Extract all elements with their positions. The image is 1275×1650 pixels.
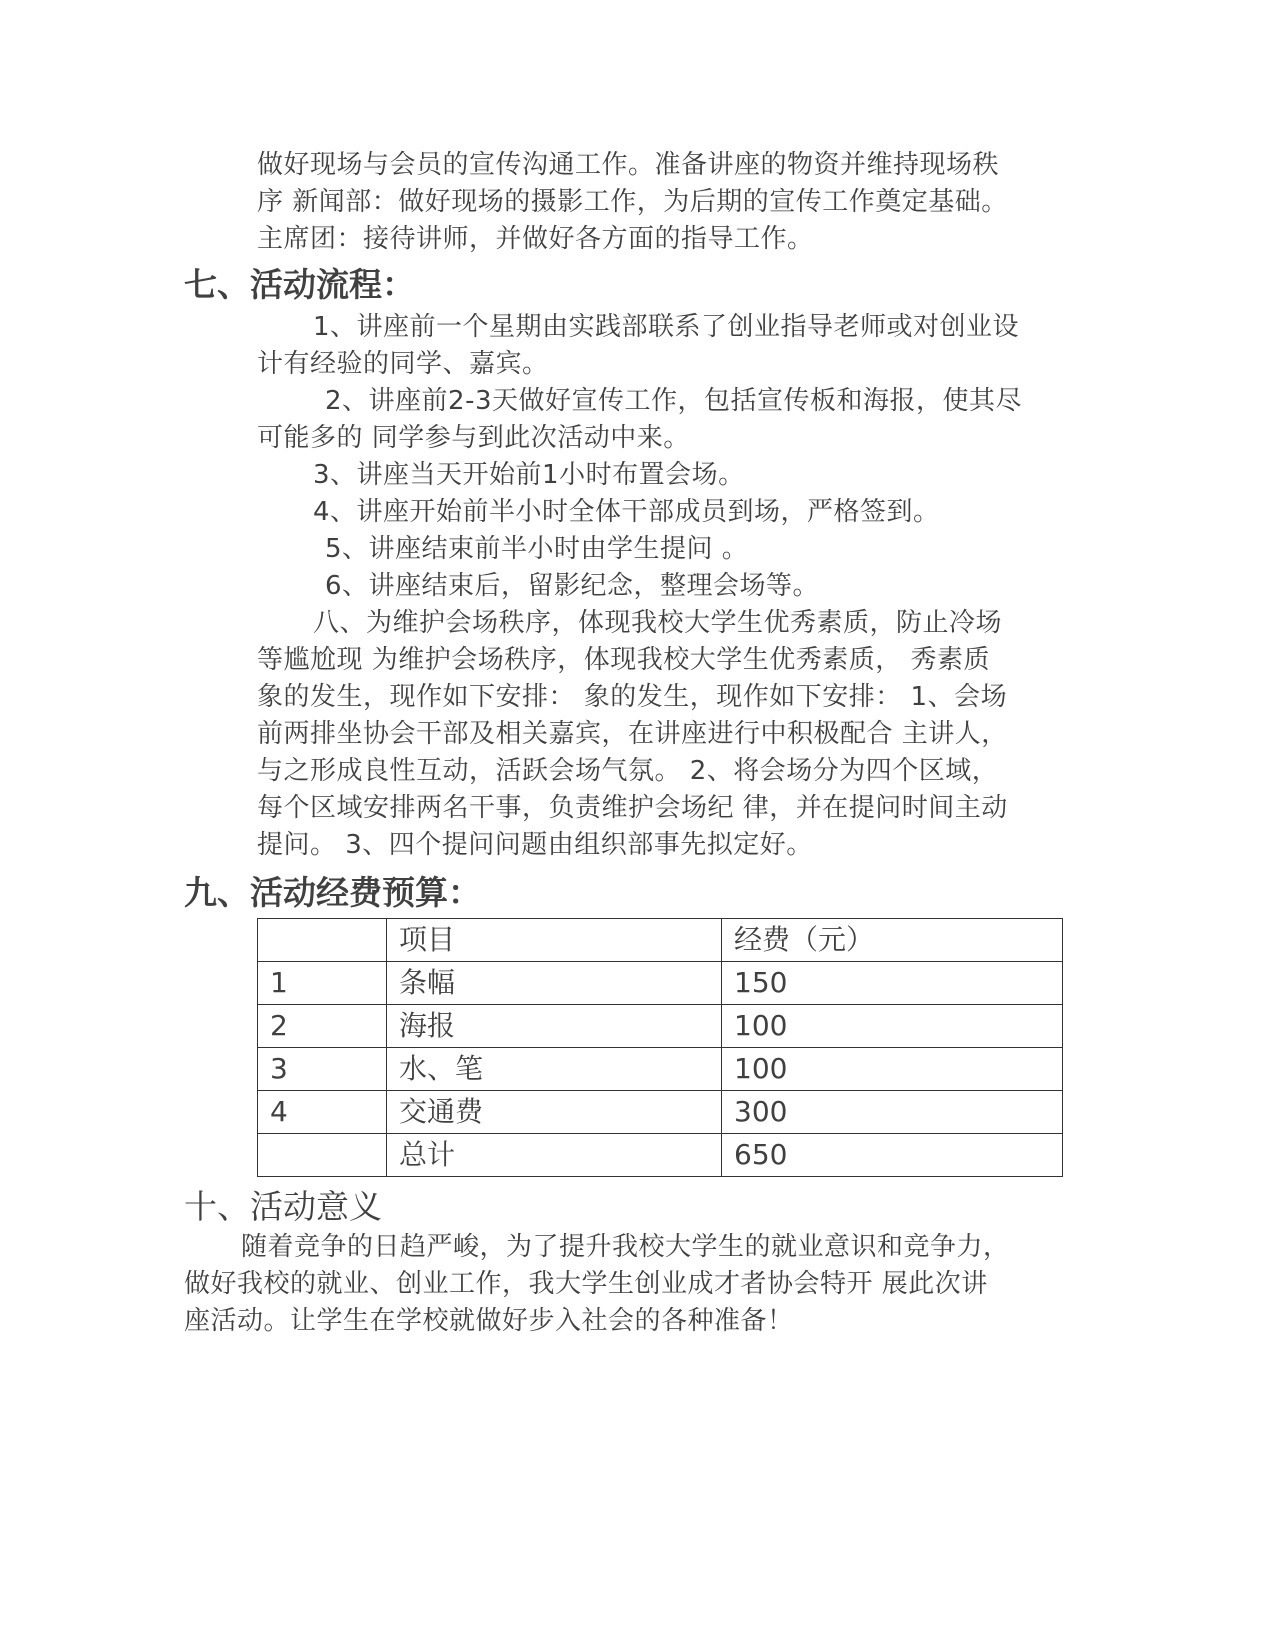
- table-cell-index: 4: [258, 1091, 387, 1134]
- significance-line: 随着竞争的日趋严峻，为了提升我校大学生的就业意识和竞争力，: [241, 1232, 1010, 1262]
- table-cell-item: 总计: [387, 1134, 722, 1177]
- table-header-row: [258, 919, 1063, 962]
- table-cell-index: 3: [258, 1048, 387, 1091]
- table-row: [258, 962, 1063, 1005]
- table-cell-index: 1: [258, 962, 387, 1005]
- table-cell-item: 海报: [387, 1005, 722, 1048]
- table-cell-item: 条幅: [387, 962, 722, 1005]
- order-arrangement-line: 八、为维护会场秩序，体现我校大学生优秀素质，防止冷场: [313, 608, 1003, 638]
- process-step-line: 6、讲座结束后，留影纪念，整理会场等。: [325, 571, 820, 601]
- significance-line: 做好我校的就业、创业工作，我大学生创业成才者协会特开 展此次讲: [184, 1269, 988, 1299]
- table-cell-cost: 650: [722, 1134, 1063, 1177]
- paragraph-line: 主席团：接待讲师，并做好各方面的指导工作。: [257, 224, 814, 254]
- table-row: [258, 1005, 1063, 1048]
- section-heading-process: 七、活动流程：: [184, 265, 415, 304]
- table-cell-cost: 150: [722, 962, 1063, 1005]
- table-header-cell: 项目: [387, 919, 722, 962]
- process-step-line: 2、讲座前2-3天做好宣传工作，包括宣传板和海报，使其尽: [325, 386, 1023, 416]
- process-step-line: 3、讲座当天开始前1小时布置会场。: [313, 460, 745, 490]
- order-arrangement-line: 前两排坐协会干部及相关嘉宾，在讲座进行中积极配合 主讲人，: [257, 719, 1008, 749]
- table-cell-cost: 100: [722, 1005, 1063, 1048]
- table-total-row: [258, 1134, 1063, 1177]
- significance-line: 座活动。让学生在学校就做好步入社会的各种准备！: [184, 1306, 794, 1336]
- budget-table: [257, 918, 1063, 1177]
- process-step-line: 计有经验的同学、嘉宾。: [257, 349, 549, 379]
- paragraph-line: 做好现场与会员的宣传沟通工作。准备讲座的物资并维持现场秩: [257, 150, 1000, 180]
- paragraph-line: 序 新闻部：做好现场的摄影工作，为后期的宣传工作奠定基础。: [257, 187, 1008, 217]
- table-cell-item: 水、笔: [387, 1048, 722, 1091]
- table-cell-cost: 100: [722, 1048, 1063, 1091]
- section-heading-significance: 十、活动意义: [184, 1187, 382, 1226]
- table-header-cell: [258, 919, 387, 962]
- table-cell-item: 交通费: [387, 1091, 722, 1134]
- process-step-line: 4、讲座开始前半小时全体干部成员到场，严格签到。: [313, 497, 940, 527]
- table-row: [258, 1048, 1063, 1091]
- order-arrangement-line: 与之形成良性互动，活跃会场气氛。 2、将会场分为四个区域，: [257, 756, 999, 786]
- section-heading-budget: 九、活动经费预算：: [184, 873, 481, 912]
- order-arrangement-line: 每个区域安排两名干事，负责维护会场纪 律，并在提问时间主动: [257, 793, 1008, 823]
- process-step-line: 1、讲座前一个星期由实践部联系了创业指导老师或对创业设: [313, 312, 1020, 342]
- order-arrangement-line: 等尴尬现 为维护会场秩序，体现我校大学生优秀素质， 秀素质: [257, 645, 991, 675]
- table-cell-cost: 300: [722, 1091, 1063, 1134]
- table-cell-index: 2: [258, 1005, 387, 1048]
- process-step-line: 可能多的 同学参与到此次活动中来。: [257, 423, 690, 453]
- table-header-cell: 经费（元）: [722, 919, 1063, 962]
- table-row: [258, 1091, 1063, 1134]
- process-step-line: 5、讲座结束前半小时由学生提问 。: [325, 534, 749, 564]
- order-arrangement-line: 象的发生，现作如下安排： 象的发生，现作如下安排： 1、会场: [257, 682, 1008, 712]
- order-arrangement-line: 提问。 3、四个提问问题由组织部事先拟定好。: [257, 830, 813, 860]
- table-cell-index: [258, 1134, 387, 1177]
